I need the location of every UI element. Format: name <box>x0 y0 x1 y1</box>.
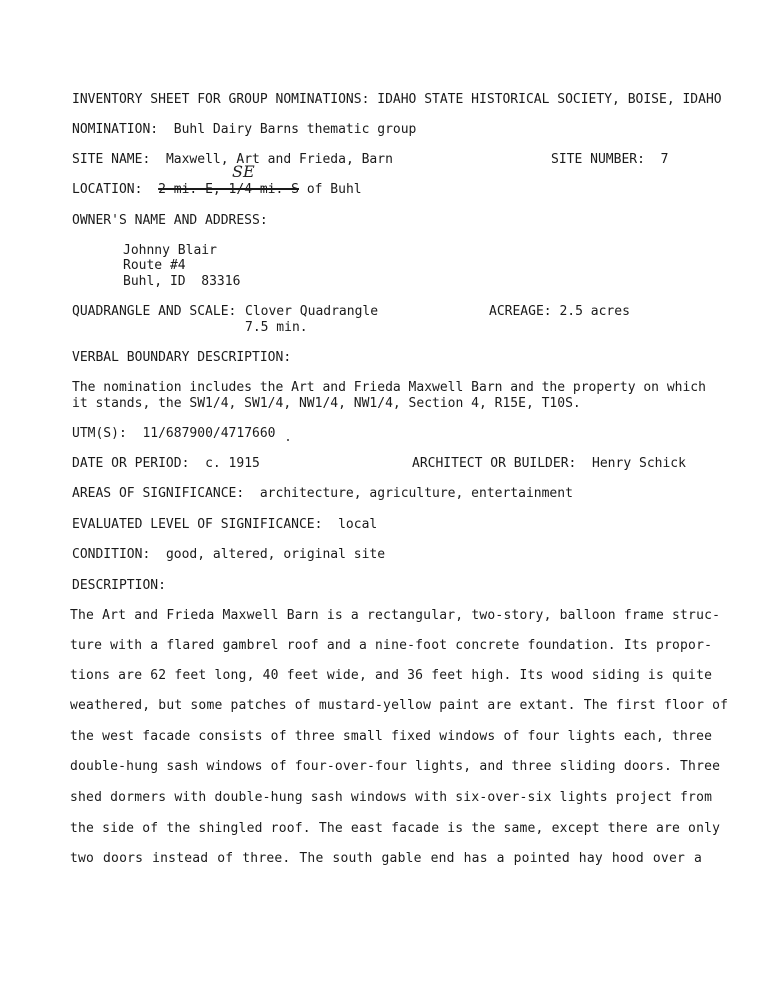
location-row <box>72 182 362 198</box>
description-line: the side of the shingled roof. The east facade is the same, except there are only <box>70 821 721 836</box>
description-line: The Art and Frieda Maxwell Barn is a rectangular, two-story, balloon frame struc- <box>70 608 721 623</box>
owner-label: OWNER'S NAME AND ADDRESS: <box>72 213 268 228</box>
architect-row <box>412 456 686 472</box>
level-value: local <box>338 517 378 532</box>
utm-value: 11/687900/4717660 <box>142 426 276 441</box>
stray-mark <box>287 439 289 441</box>
level-label: EVALUATED LEVEL OF SIGNIFICANCE: <box>72 517 323 532</box>
date-row <box>72 456 260 472</box>
quadrangle-value: Clover Quadrangle <box>245 304 379 319</box>
nomination-row <box>72 122 416 138</box>
nomination-value: Buhl Dairy Barns thematic group <box>173 122 417 137</box>
site-number-value: 7 <box>660 152 669 167</box>
condition-row <box>72 547 385 563</box>
description-line: ture with a flared gambrel roof and a nine-foot concrete foundation. Its propor- <box>70 638 713 653</box>
location-label: LOCATION: <box>72 182 143 197</box>
owner-route: Route #4 <box>123 258 186 273</box>
location-struck-text: 2 mi. E, 1/4 mi. S <box>158 182 299 197</box>
description-line: two doors instead of three. The south gable end has a pointed hay hood over a <box>70 851 702 866</box>
description-line: double-hung sash windows of four-over-four lights, and three sliding doors. Three <box>70 759 721 774</box>
date-label: DATE OR PERIOD: <box>72 456 190 471</box>
areas-value: architecture, agriculture, entertainment <box>259 486 573 501</box>
condition-label: CONDITION: <box>72 547 151 562</box>
acreage-row <box>489 304 630 320</box>
condition-value: good, altered, original site <box>165 547 386 562</box>
site-number-row <box>551 152 668 168</box>
areas-label: AREAS OF SIGNIFICANCE: <box>72 486 245 501</box>
description-label: DESCRIPTION: <box>72 578 166 593</box>
utm-row <box>72 426 276 442</box>
acreage-label: ACREAGE: <box>489 304 552 319</box>
acreage-value: 2.5 acres <box>559 304 630 319</box>
owner-city: Buhl, ID 83316 <box>123 274 241 289</box>
description-line: weathered, but some patches of mustard-yellow paint are extant. The first floor of <box>70 698 729 713</box>
architect-label: ARCHITECT OR BUILDER: <box>412 456 577 471</box>
quadrangle-scale: 7.5 min. <box>245 320 308 335</box>
site-number-label: SITE NUMBER: <box>551 152 645 167</box>
location-value: of Buhl <box>306 182 362 197</box>
owner-name: Johnny Blair <box>123 243 217 258</box>
description-line: the west facade consists of three small fixed windows of four lights each, three <box>70 729 713 744</box>
architect-value: Henry Schick <box>592 456 686 471</box>
quadrangle-label: QUADRANGLE AND SCALE: <box>72 304 237 319</box>
utm-label: UTM(S): <box>72 426 127 441</box>
level-row <box>72 517 377 533</box>
site-name-label: SITE NAME: <box>72 152 151 167</box>
verbal-boundary-line: The nomination includes the Art and Frieda Maxwell Barn and the property on which <box>72 380 706 395</box>
description-line: tions are 62 feet long, 40 feet wide, and 36 feet high. Its wood siding is quite <box>70 668 713 683</box>
document-header: INVENTORY SHEET FOR GROUP NOMINATIONS: IDAHO STATE HISTORICAL SOCIETY, BOISE, IDAHO <box>72 92 722 107</box>
areas-row <box>72 486 573 502</box>
nomination-label: NOMINATION: <box>72 122 159 137</box>
site-name-value: Maxwell, Art and Frieda, Barn <box>165 152 393 167</box>
description-line: shed dormers with double-hung sash windows with six-over-six lights project from <box>70 790 713 805</box>
verbal-boundary-line: it stands, the SW1/4, SW1/4, NW1/4, NW1/4, Section 4, R15E, T10S. <box>72 396 581 411</box>
date-value: c. 1915 <box>205 456 260 471</box>
verbal-boundary-label: VERBAL BOUNDARY DESCRIPTION: <box>72 350 292 365</box>
handwritten-correction: SE <box>232 162 255 181</box>
